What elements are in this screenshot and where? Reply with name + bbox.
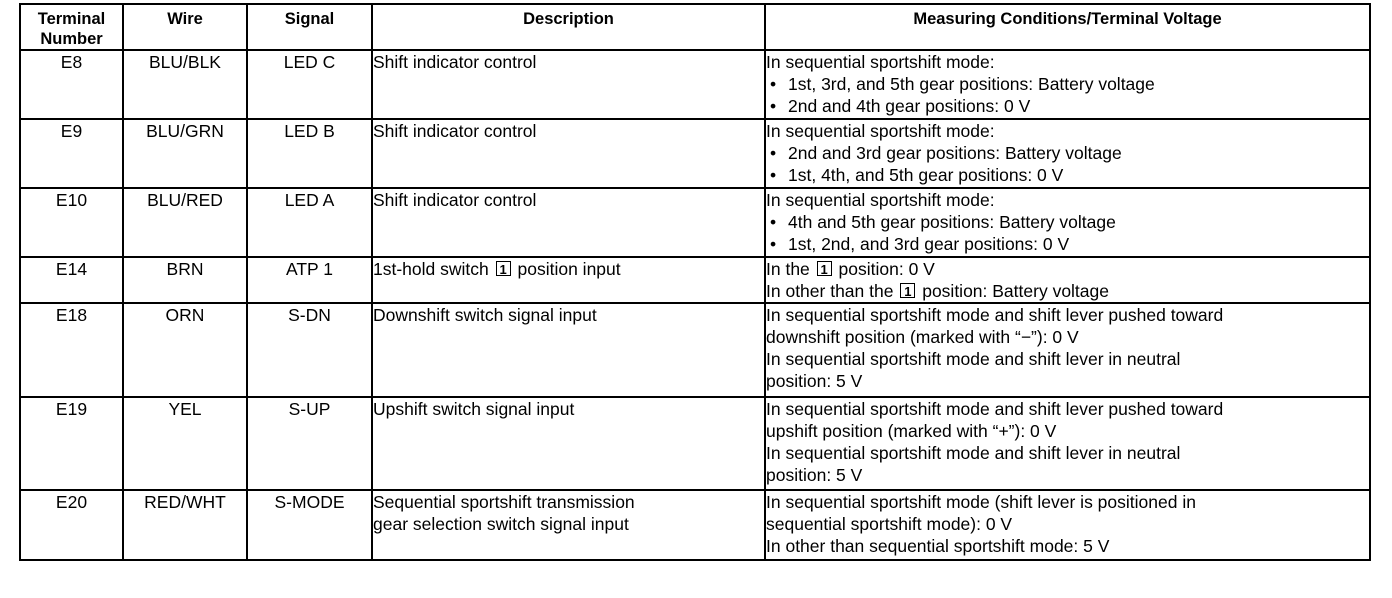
table-row bbox=[20, 303, 1370, 397]
conditions-cell bbox=[765, 257, 1370, 303]
condition-text: In other than the bbox=[766, 281, 894, 301]
table-row bbox=[20, 257, 1370, 303]
table-row bbox=[20, 50, 1370, 119]
terminal-cell: E9 bbox=[20, 119, 123, 188]
header-measuring-conditions: Measuring Conditions/Terminal Voltage bbox=[765, 4, 1370, 50]
condition-text: 2nd and 3rd gear positions: Battery voltage bbox=[788, 143, 1122, 163]
description-cell: Shift indicator control bbox=[372, 188, 765, 257]
description-cell: Upshift switch signal input bbox=[372, 397, 765, 490]
terminal-cell: E14 bbox=[20, 257, 123, 303]
condition-line bbox=[766, 280, 1369, 302]
bullet-icon: • bbox=[770, 165, 777, 185]
condition-line: In sequential sportshift mode and shift lever in neutral bbox=[766, 349, 1181, 369]
condition-line: In other than sequential sportshift mode: 5 V bbox=[766, 536, 1110, 556]
description-cell: Shift indicator control bbox=[372, 119, 765, 188]
conditions-cell bbox=[765, 119, 1370, 188]
table-row bbox=[20, 397, 1370, 490]
condition-line: sequential sportshift mode): 0 V bbox=[766, 514, 1013, 534]
conditions-cell bbox=[765, 490, 1370, 560]
condition-line: In sequential sportshift mode: bbox=[766, 190, 995, 210]
signal-cell: S-DN bbox=[247, 303, 372, 397]
header-description: Description bbox=[372, 4, 765, 50]
signal-cell: LED A bbox=[247, 188, 372, 257]
wire-cell: BLU/BLK bbox=[123, 50, 247, 119]
description-cell bbox=[372, 257, 765, 303]
terminal-table bbox=[19, 3, 1371, 561]
description-text: position input bbox=[517, 259, 621, 279]
condition-line: position: 5 V bbox=[766, 371, 863, 391]
terminal-cell: E19 bbox=[20, 397, 123, 490]
header-terminal-number: Terminal Number bbox=[20, 4, 123, 50]
signal-cell: LED B bbox=[247, 119, 372, 188]
condition-line: position: 5 V bbox=[766, 465, 863, 485]
terminal-cell: E18 bbox=[20, 303, 123, 397]
boxed-1-position-icon: 1 bbox=[817, 261, 832, 276]
condition-line: In sequential sportshift mode: bbox=[766, 121, 995, 141]
description-line: gear selection switch signal input bbox=[373, 514, 629, 534]
wire-cell: BRN bbox=[123, 257, 247, 303]
condition-text: 4th and 5th gear positions: Battery voltage bbox=[788, 212, 1116, 232]
table-row bbox=[20, 490, 1370, 560]
condition-line: In sequential sportshift mode: bbox=[766, 52, 995, 72]
description-line: Sequential sportshift transmission bbox=[373, 492, 635, 512]
condition-text: In the bbox=[766, 259, 810, 279]
terminal-cell: E20 bbox=[20, 490, 123, 560]
conditions-cell bbox=[765, 50, 1370, 119]
signal-cell: S-UP bbox=[247, 397, 372, 490]
bullet-icon: • bbox=[770, 74, 777, 94]
bullet-icon: • bbox=[770, 212, 777, 232]
description-cell: Downshift switch signal input bbox=[372, 303, 765, 397]
header-wire: Wire bbox=[123, 4, 247, 50]
condition-line bbox=[766, 258, 1369, 280]
conditions-cell bbox=[765, 188, 1370, 257]
boxed-1-position-icon: 1 bbox=[496, 261, 511, 276]
condition-line: In sequential sportshift mode and shift lever in neutral bbox=[766, 443, 1181, 463]
condition-line: upshift position (marked with “+”): 0 V bbox=[766, 421, 1057, 441]
condition-text: 1st, 3rd, and 5th gear positions: Battery voltage bbox=[788, 74, 1155, 94]
boxed-1-position-icon: 1 bbox=[900, 283, 915, 298]
signal-cell: S-MODE bbox=[247, 490, 372, 560]
wire-cell: YEL bbox=[123, 397, 247, 490]
condition-line: downshift position (marked with “−”): 0 V bbox=[766, 327, 1079, 347]
wire-cell: ORN bbox=[123, 303, 247, 397]
terminal-cell: E8 bbox=[20, 50, 123, 119]
condition-line: In sequential sportshift mode (shift lever is positioned in bbox=[766, 492, 1196, 512]
bullet-icon: • bbox=[770, 143, 777, 163]
signal-cell: ATP 1 bbox=[247, 257, 372, 303]
conditions-cell bbox=[765, 303, 1370, 397]
bullet-icon: • bbox=[770, 234, 777, 254]
header-signal: Signal bbox=[247, 4, 372, 50]
description-cell: Shift indicator control bbox=[372, 50, 765, 119]
condition-bullet bbox=[766, 95, 1369, 117]
bullet-icon: • bbox=[770, 96, 777, 116]
conditions-cell bbox=[765, 397, 1370, 490]
table-row bbox=[20, 188, 1370, 257]
condition-bullet bbox=[766, 211, 1369, 233]
header-row bbox=[20, 4, 1370, 50]
condition-line: In sequential sportshift mode and shift lever pushed toward bbox=[766, 305, 1224, 325]
condition-text: 1st, 4th, and 5th gear positions: 0 V bbox=[788, 165, 1064, 185]
description-cell bbox=[372, 490, 765, 560]
wire-cell: BLU/GRN bbox=[123, 119, 247, 188]
wire-cell: RED/WHT bbox=[123, 490, 247, 560]
condition-bullet bbox=[766, 73, 1369, 95]
condition-text: position: 0 V bbox=[838, 259, 935, 279]
condition-bullet bbox=[766, 233, 1369, 255]
condition-bullet bbox=[766, 164, 1369, 186]
terminal-cell: E10 bbox=[20, 188, 123, 257]
signal-cell: LED C bbox=[247, 50, 372, 119]
condition-text: 2nd and 4th gear positions: 0 V bbox=[788, 96, 1031, 116]
condition-text: 1st, 2nd, and 3rd gear positions: 0 V bbox=[788, 234, 1070, 254]
table-row bbox=[20, 119, 1370, 188]
wire-cell: BLU/RED bbox=[123, 188, 247, 257]
condition-bullet bbox=[766, 142, 1369, 164]
condition-line: In sequential sportshift mode and shift lever pushed toward bbox=[766, 399, 1224, 419]
description-text: 1st-hold switch bbox=[373, 259, 489, 279]
condition-text: position: Battery voltage bbox=[922, 281, 1109, 301]
